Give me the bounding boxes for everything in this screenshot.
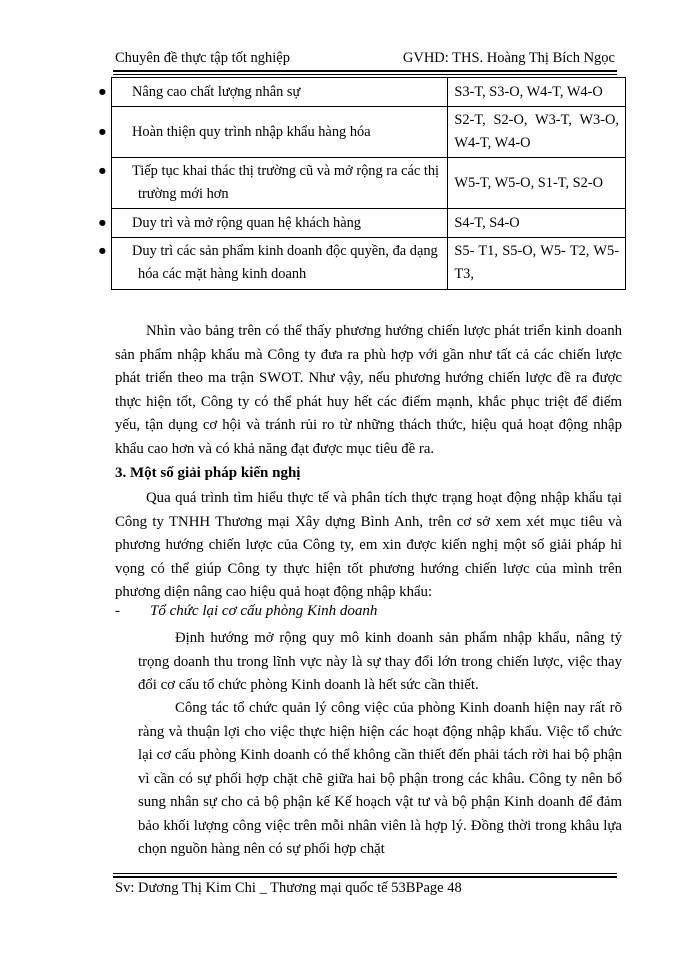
dash-marker: - xyxy=(115,603,120,619)
strategy-cell xyxy=(98,107,448,158)
footer-rule xyxy=(113,876,617,878)
page-footer: Sv: Dương Thị Kim Chi _ Thương mại quốc tế 53BPage 48 xyxy=(115,880,462,896)
header-supervisor: GVHD: THS. Hoàng Thị Bích Ngọc xyxy=(402,50,615,66)
solution-title: Tổ chức lại cơ cấu phòng Kinh doanh xyxy=(150,603,378,619)
swot-cell: S4-T, S4-O xyxy=(448,209,626,238)
bullet-icon: ● xyxy=(98,214,107,231)
bullet-icon: ● xyxy=(98,243,107,259)
strategy-text: Nâng cao chất lượng nhân sự xyxy=(132,83,301,100)
swot-cell: S2-T, S2-O, W3-T, W3-O, W4-T, W4-O xyxy=(448,107,626,158)
table-row xyxy=(112,209,626,238)
table-row xyxy=(112,107,626,158)
header-rule xyxy=(113,70,617,72)
bullet-icon: ● xyxy=(98,123,107,140)
table-row xyxy=(112,238,626,290)
header-left-title: Chuyên đề thực tập tốt nghiệp xyxy=(115,50,290,66)
footer-rule-thin xyxy=(113,873,617,874)
strategy-text: Hoàn thiện quy trình nhập khẩu hàng hóa xyxy=(132,123,371,140)
strategy-text: Tiếp tục khai thác thị trường cũ và mở rộng ra các thị trường mới hơn xyxy=(132,163,440,202)
paragraph-organization: Công tác tổ chức quản lý công việc của phòng Kinh doanh hiện nay rất rõ ràng và thuận lợi cho việc thực hiện hiện các hoạt động nhập khẩu. Việc tổ chức lại cơ cấu phòng Kinh doanh có thể không cần thiết đến phải tách rời hai bộ phận vì cần có sự phối hợp chặt chẽ giữa hai bộ phận trong các khâu. Công ty nên bổ sung nhân sự cho cả bộ phận kế Kế hoạch vật tư và bộ phận Kinh doanh để đảm bảo khối lượng công việc trên mỗi nhân viên là hợp lý. Đồng thời trong khâu lựa chọn nguồn hàng nên có sự phối hợp chặt xyxy=(138,700,622,857)
strategy-cell xyxy=(98,158,448,209)
swot-cell: S5- T1, S5-O, W5- T2, W5-T3, xyxy=(448,238,626,290)
strategy-swot-table xyxy=(98,77,626,290)
strategy-text: Duy trì các sản phẩm kinh doanh độc quyền, đa dạng hóa các mặt hàng kinh doanh xyxy=(132,243,438,282)
paragraph-orientation: Định hướng mở rộng quy mô kinh doanh sản phẩm nhập khẩu, nâng tỷ trọng doanh thu trong lĩnh vực này là sự thay đổi lớn trong chiến lược, việc thay đổi cơ cấu tổ chức phòng Kinh doanh là hết sức cần thiết. xyxy=(138,630,622,693)
paragraph-swot-conclusion: Nhìn vào bảng trên có thể thấy phương hướng chiến lược phát triển kinh doanh sản phẩm nhập khẩu mà Công ty đưa ra phù hợp với gần như tất cả các chiến lược phát triển theo ma trận SWOT. Như vậy, nếu phương hướng chiến lược đề ra được thực hiện tốt, Công ty có thể phát huy hết các điểm mạnh, khắc phục triệt để điểm yếu, tận dụng cơ hội và tránh rủi ro từ những thách thức, hiệu quả hoạt động nhập khẩu cao hơn và có khả năng đạt được mục tiêu đề ra. xyxy=(115,323,622,457)
paragraph-intro: Qua quá trình tìm hiểu thực tế và phân tích thực trạng hoạt động nhập khẩu tại Công ty TNHH Thương mại Xây dựng Bình Anh, trên cơ sở xem xét mục tiêu và phương hướng chiến lược của Công ty, em xin được kiến nghị một số giải pháp hi vọng có thể giúp Công ty thực hiện tốt phương hướng chiến lược của mình trên phương diện nâng cao hiệu quả hoạt động nhập khẩu: xyxy=(115,490,622,600)
swot-cell: W5-T, W5-O, S1-T, S2-O xyxy=(448,158,626,209)
strategy-cell xyxy=(98,238,448,290)
page-header xyxy=(115,50,615,70)
strategy-cell xyxy=(98,78,448,107)
bullet-icon: ● xyxy=(98,163,107,179)
bullet-icon: ● xyxy=(98,83,107,100)
strategy-text: Duy trì và mở rộng quan hệ khách hàng xyxy=(132,214,362,231)
table-row xyxy=(112,78,626,107)
section-heading: 3. Một số giải pháp kiến nghị xyxy=(115,465,301,481)
strategy-cell xyxy=(98,209,448,238)
table-row xyxy=(112,158,626,209)
header-rule-thin xyxy=(113,74,617,75)
swot-cell: S3-T, S3-O, W4-T, W4-O xyxy=(448,78,626,107)
